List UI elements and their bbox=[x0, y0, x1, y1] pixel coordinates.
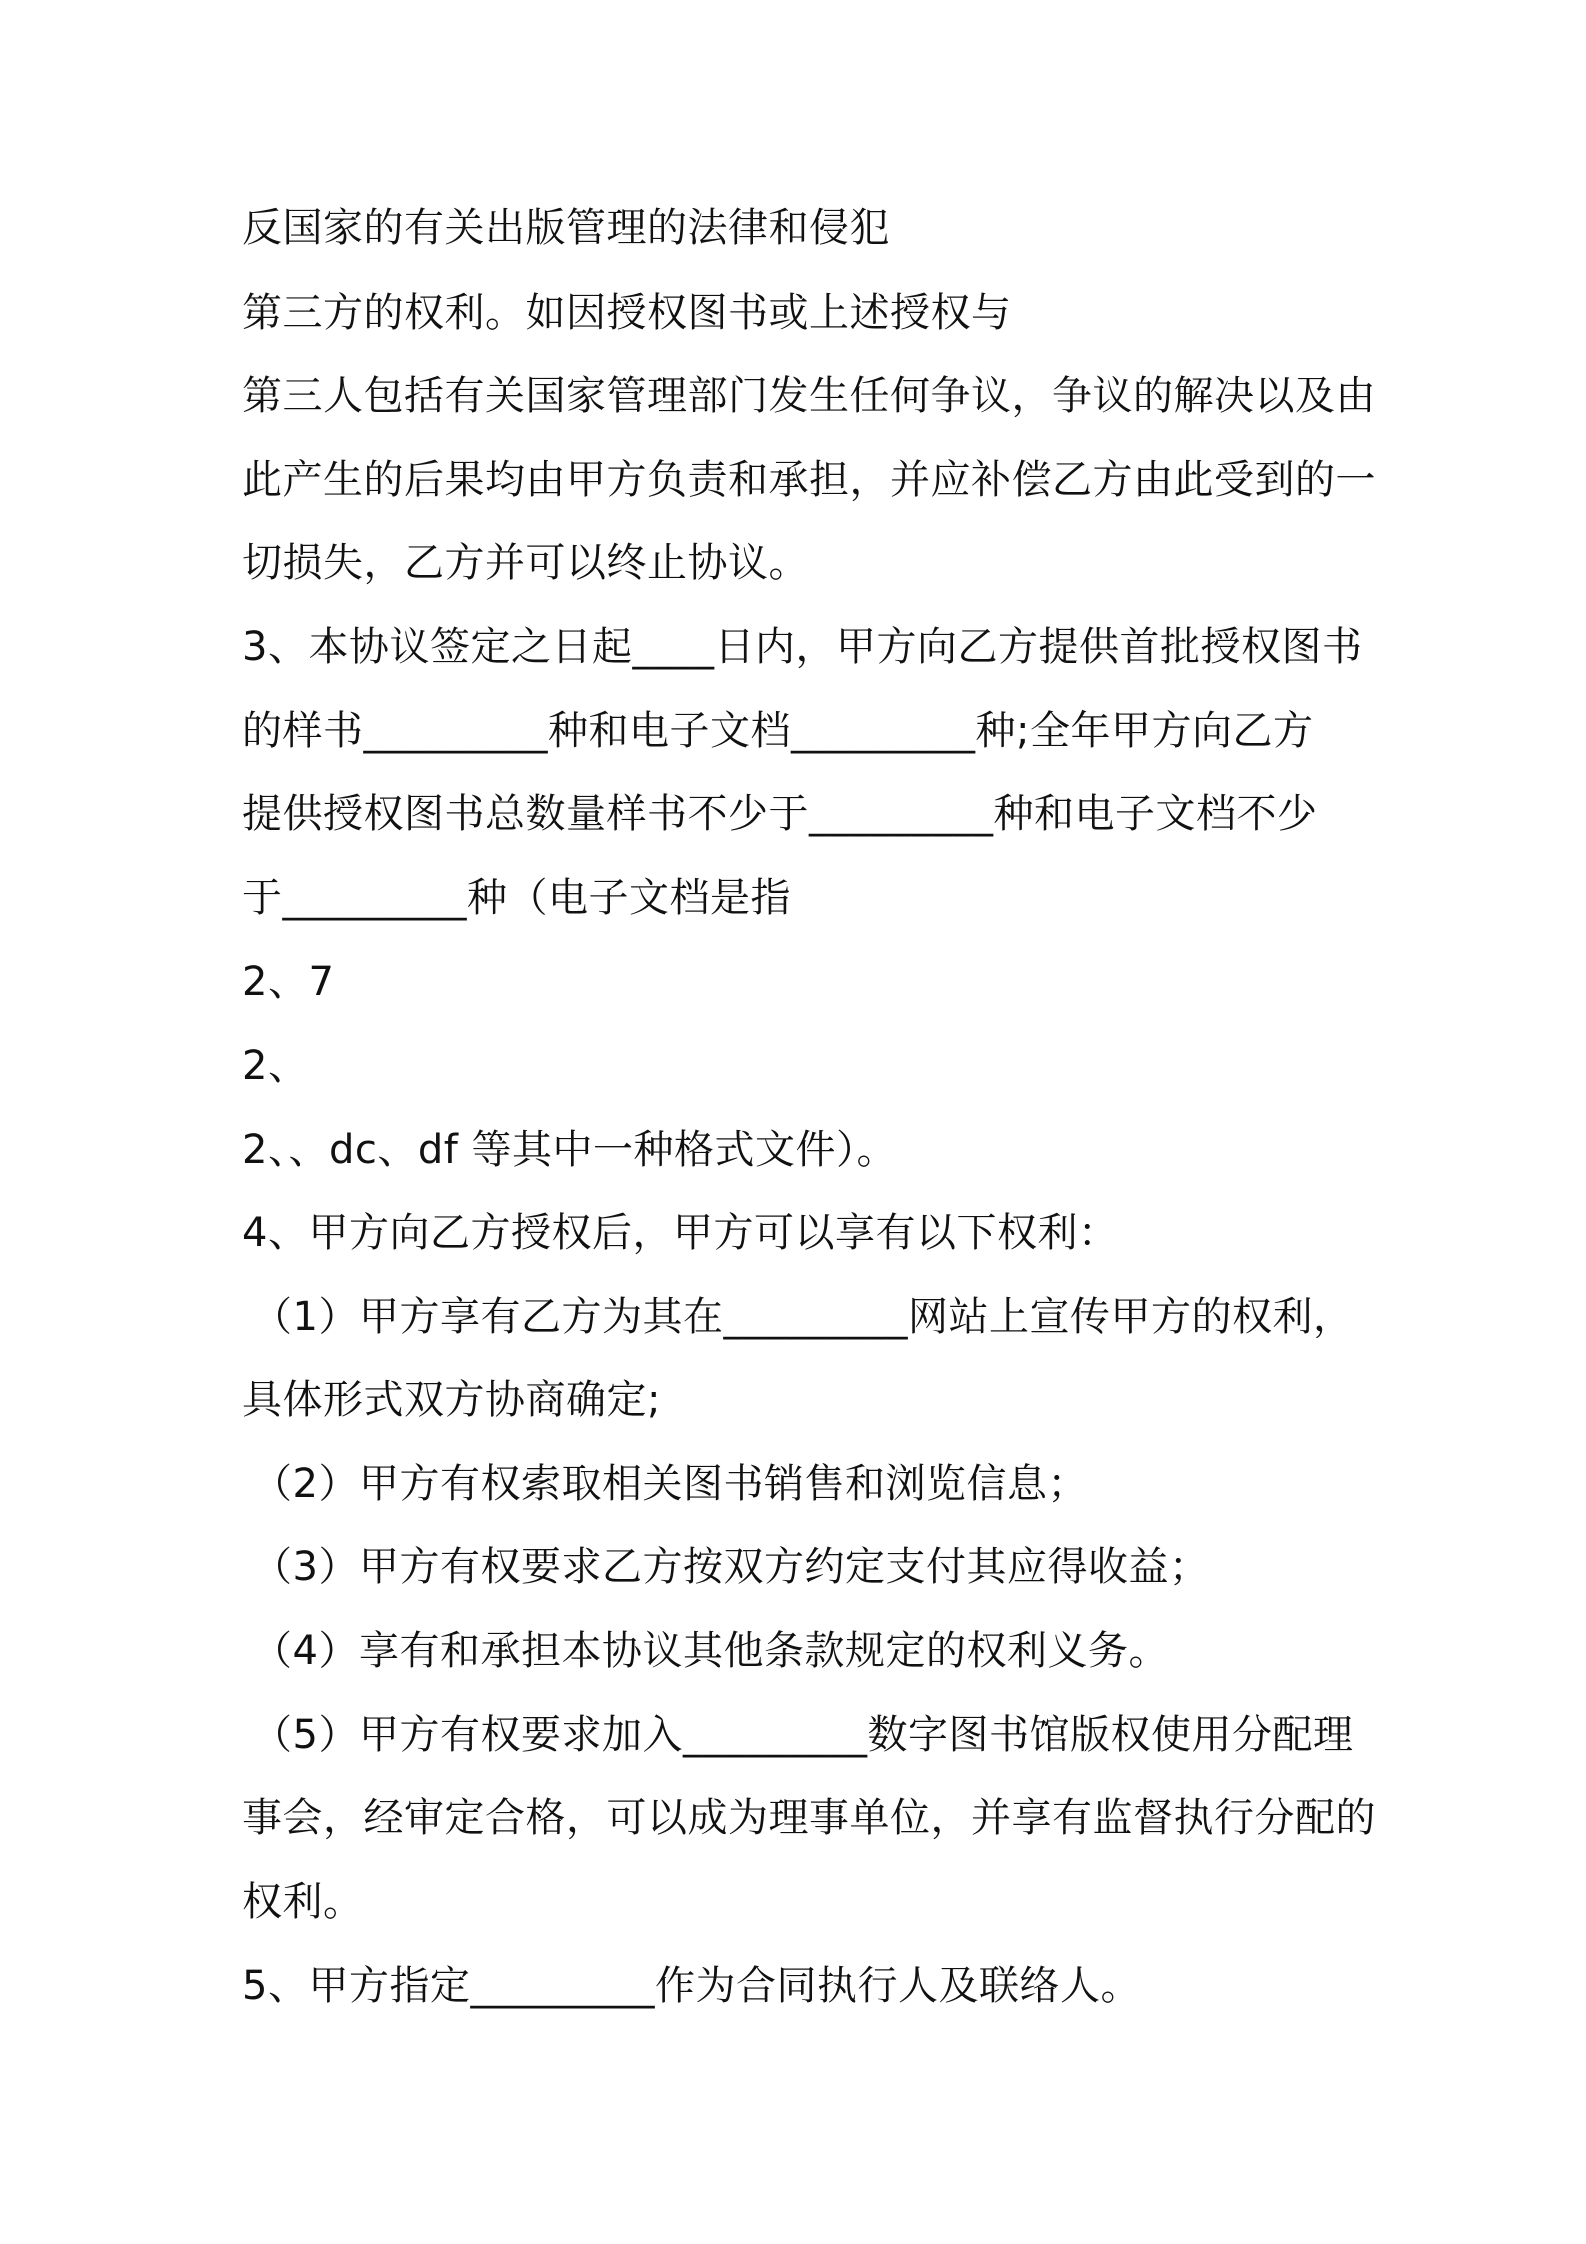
text-line: 此产生的后果均由甲方负责和承担，并应补偿乙方由此受到的一 bbox=[242, 457, 1376, 503]
text-line: 事会，经审定合格，可以成为理事单位，并享有监督执行分配的 bbox=[242, 1795, 1376, 1841]
text-line: 提供授权图书总数量样书不少于_________种和电子文档不少 bbox=[242, 791, 1318, 837]
text-line: 第三方的权利。如因授权图书或上述授权与 bbox=[242, 290, 1012, 336]
text-line: 2、、dc、df 等其中一种格式文件）。 bbox=[242, 1127, 898, 1173]
list-item: （1）甲方享有乙方为其在_________网站上宣传甲方的权利， bbox=[252, 1294, 1354, 1340]
text-line: 3、本协议签定之日起____日内，甲方向乙方提供首批授权图书 bbox=[242, 624, 1363, 670]
text-line: 第三人包括有关国家管理部门发生任何争议，争议的解决以及由 bbox=[242, 373, 1376, 419]
text-line: 权利。 bbox=[242, 1879, 364, 1925]
text-line: 切损失，乙方并可以终止协议。 bbox=[242, 540, 809, 586]
text-line: 2、 bbox=[242, 1043, 309, 1089]
text-line: 反国家的有关出版管理的法律和侵犯 bbox=[242, 205, 890, 251]
text-line: 4、甲方向乙方授权后，甲方可以享有以下权利： bbox=[242, 1210, 1119, 1256]
text-line: 的样书_________种和电子文档_________种;全年甲方向乙方 bbox=[242, 708, 1314, 754]
text-line: 2、7 bbox=[242, 959, 335, 1005]
text-line: 5、甲方指定_________作为合同执行人及联络人。 bbox=[242, 1963, 1141, 2009]
text-line: 于_________种（电子文档是指 bbox=[242, 875, 791, 921]
list-item: （4）享有和承担本协议其他条款规定的权利义务。 bbox=[252, 1628, 1169, 1674]
text-line: 具体形式双方协商确定; bbox=[242, 1377, 661, 1423]
list-item: （2）甲方有权索取相关图书销售和浏览信息； bbox=[252, 1461, 1088, 1507]
list-item: （5）甲方有权要求加入_________数字图书馆版权使用分配理 bbox=[252, 1712, 1354, 1758]
list-item: （3）甲方有权要求乙方按双方约定支付其应得收益； bbox=[252, 1544, 1210, 1590]
